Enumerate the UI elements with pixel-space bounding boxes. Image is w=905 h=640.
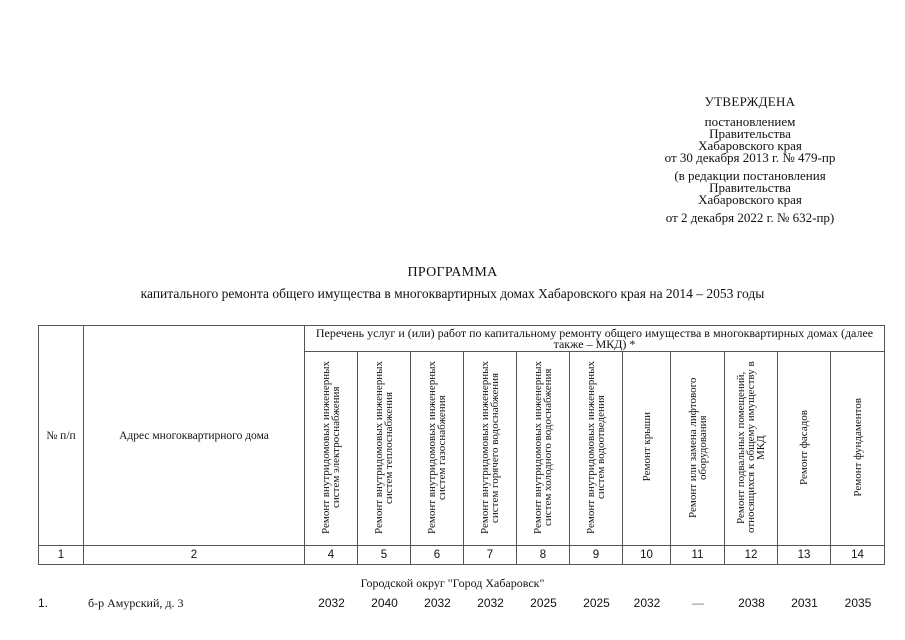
header-service: Ремонт внутридомовых инженерных систем газоснабжения — [411, 352, 464, 546]
row-year: 2032 — [424, 596, 451, 610]
approval-line: от 30 декабря 2013 г. № 479-пр — [664, 150, 836, 165]
approval-block — [640, 96, 860, 224]
header-service: Ремонт внутридомовых инженерных систем электроснабжения — [305, 352, 358, 546]
column-number: 10 — [623, 546, 671, 565]
header-services-group: Перечень услуг и (или) работ по капитальному ремонту общего имущества в многоквартирных домах (далее также – МКД) * — [305, 326, 885, 352]
column-number: 5 — [358, 546, 411, 565]
column-number: 6 — [411, 546, 464, 565]
column-number: 2 — [84, 546, 305, 565]
row-year: 2035 — [844, 596, 872, 610]
column-number: 7 — [464, 546, 517, 565]
document-title: ПРОГРАММА — [407, 265, 498, 280]
header-service: Ремонт или замена лифтового оборудования — [671, 352, 725, 546]
header-service: Ремонт внутридомовых инженерных систем горячего водоснабжения — [464, 352, 517, 546]
column-number: 12 — [725, 546, 778, 565]
column-number: 4 — [305, 546, 358, 565]
row-year: 2032 — [318, 596, 345, 610]
column-number: 13 — [778, 546, 831, 565]
row-year: 2025 — [583, 596, 610, 610]
row-year: 2031 — [791, 596, 818, 610]
row-year: 2025 — [530, 596, 557, 610]
column-number: 1 — [39, 546, 84, 565]
approval-heading: УТВЕРЖДЕНА — [704, 94, 796, 109]
header-service: Ремонт фундаментов — [831, 352, 885, 546]
amendment-line: от 2 декабря 2022 г. № 632-пр) — [665, 210, 835, 225]
approval-line: Правительства — [709, 126, 791, 141]
row-year: 2032 — [477, 596, 504, 610]
row-year: — — [692, 596, 704, 610]
header-service: Ремонт подвальных помещений, относящихся к общему имуществу в МКД — [725, 352, 778, 546]
row-number: 1. — [38, 596, 49, 610]
amendment-line: Хабаровского края — [698, 192, 802, 207]
header-address: Адрес многоквартирного дома — [84, 326, 305, 546]
column-number: 11 — [671, 546, 725, 565]
header-service: Ремонт внутридомовых инженерных систем водоотведения — [570, 352, 623, 546]
approval-line: постановлением — [704, 114, 796, 129]
header-service: Ремонт фасадов — [778, 352, 831, 546]
column-number: 9 — [570, 546, 623, 565]
row-year: 2040 — [371, 596, 398, 610]
document-subtitle: капитального ремонта общего имущества в многоквартирных домах Хабаровского края на 2014 – 2053 годы — [140, 286, 765, 301]
amendment-line: Правительства — [709, 180, 791, 195]
amendment-line: (в редакции постановления — [674, 168, 826, 183]
repair-program-table — [38, 325, 885, 565]
row-year: 2038 — [738, 596, 765, 610]
header-service: Ремонт внутридомовых инженерных систем холодного водоснабжения — [517, 352, 570, 546]
column-number: 8 — [517, 546, 570, 565]
approval-line: Хабаровского края — [698, 138, 802, 153]
header-num: № п/п — [39, 326, 84, 546]
header-service: Ремонт внутридомовых инженерных систем теплоснабжения — [358, 352, 411, 546]
header-service: Ремонт крыши — [623, 352, 671, 546]
column-number: 14 — [831, 546, 885, 565]
row-address: б-р Амурский, д. 3 — [88, 596, 184, 610]
row-year: 2032 — [633, 596, 661, 610]
section-heading: Городской округ "Город Хабаровск" — [360, 576, 545, 590]
